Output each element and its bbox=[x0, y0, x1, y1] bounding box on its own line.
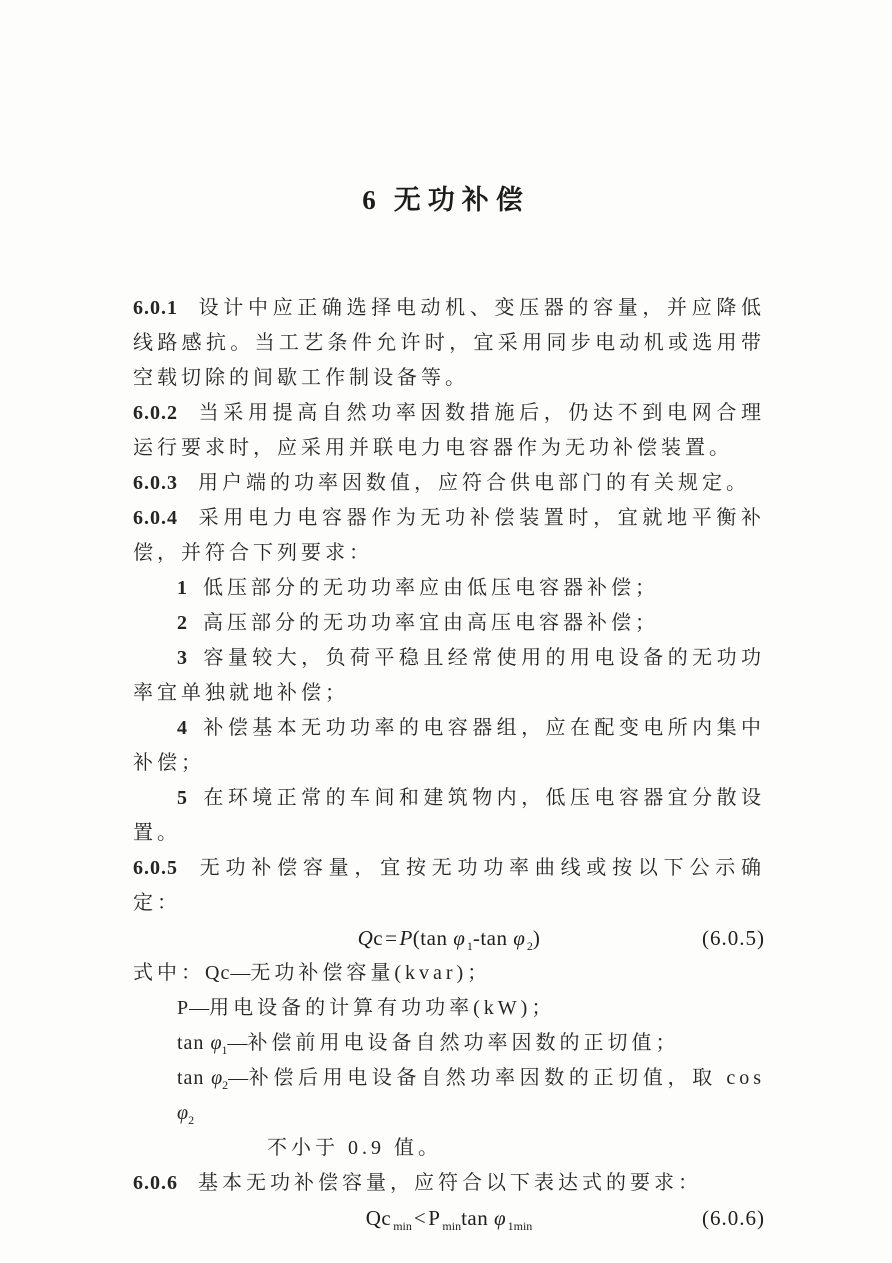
em-dash: — bbox=[228, 1067, 249, 1089]
item-number: 3 bbox=[177, 647, 187, 669]
where-definition-tan-phi1 bbox=[133, 1026, 765, 1061]
clause-text: 用户端的功率因数值，应符合供电部门的有关规定。 bbox=[198, 472, 750, 494]
phi-symbol: φ bbox=[210, 1032, 222, 1054]
phi-symbol: φ bbox=[177, 1102, 189, 1124]
clause-6-0-3 bbox=[133, 466, 765, 501]
list-item-2 bbox=[133, 606, 765, 641]
where-definition-p bbox=[133, 991, 765, 1026]
item-text: 补偿基本无功功率的电容器组，应在配变电所内集中补偿； bbox=[133, 717, 765, 774]
formula-text: ) bbox=[532, 926, 541, 950]
term-description: 补偿前用电设备自然功率因数的正切值； bbox=[247, 1032, 680, 1054]
item-text: 容量较大，负荷平稳且经常使用的用电设备的无功功率宜单独就地补偿； bbox=[133, 647, 765, 704]
formula-6-0-6 bbox=[133, 1201, 765, 1236]
phi-symbol: φ bbox=[211, 1067, 223, 1089]
equals-sign: = bbox=[385, 926, 398, 950]
subscript: 1 bbox=[466, 939, 473, 953]
clause-text: 基本无功补偿容量，应符合以下表达式的要求： bbox=[198, 1172, 702, 1194]
term-tan-phi1: tan bbox=[177, 1032, 211, 1054]
em-dash: — bbox=[227, 1032, 248, 1054]
equation-number: (6.0.6) bbox=[702, 1206, 765, 1230]
clause-number: 6.0.6 bbox=[133, 1172, 178, 1194]
term-description: 补偿后用电设备自然功率因数的正切值，取 cos bbox=[248, 1067, 765, 1089]
subscript: 2 bbox=[188, 1113, 195, 1127]
clause-number: 6.0.2 bbox=[133, 402, 178, 424]
list-item-5 bbox=[133, 781, 765, 851]
subscript: 1 bbox=[221, 1043, 228, 1057]
clause-number: 6.0.4 bbox=[133, 507, 178, 529]
item-number: 1 bbox=[177, 577, 187, 599]
formula-6-0-5 bbox=[133, 921, 765, 956]
document-body bbox=[133, 291, 765, 1236]
term-description: 不小于 0.9 值。 bbox=[267, 1137, 442, 1159]
subscript: min bbox=[442, 1219, 462, 1233]
list-item-4 bbox=[133, 711, 765, 781]
item-number: 5 bbox=[177, 787, 187, 809]
formula-symbol: Q bbox=[357, 926, 374, 950]
chapter-name: 无功补偿 bbox=[393, 185, 530, 215]
subscript: 1min bbox=[507, 1219, 533, 1233]
equation-number: (6.0.5) bbox=[702, 926, 765, 950]
clause-6-0-4 bbox=[133, 501, 765, 571]
item-text: 高压部分的无功功率宜由高压电容器补偿； bbox=[203, 612, 659, 634]
term-qc: Qc bbox=[205, 962, 231, 984]
formula-symbol: P bbox=[428, 1206, 441, 1230]
formula-symbol: c bbox=[373, 926, 384, 950]
where-label: 式中： bbox=[133, 962, 205, 984]
where-definition-tan-phi2-continued bbox=[133, 1131, 765, 1166]
subscript: 2 bbox=[526, 939, 533, 953]
formula-symbol: P bbox=[399, 926, 413, 950]
em-dash: — bbox=[230, 962, 251, 984]
clause-text: 无功补偿容量，宜按无功功率曲线或按以下公示确定： bbox=[133, 857, 765, 914]
phi-symbol: φ bbox=[493, 1206, 506, 1230]
clause-text: 当采用提高自然功率因数措施后，仍达不到电网合理运行要求时，应采用并联电力电容器作为无功补偿装置。 bbox=[133, 402, 765, 459]
clause-6-0-1 bbox=[133, 291, 765, 396]
where-definition-tan-phi2 bbox=[133, 1061, 765, 1131]
item-text: 低压部分的无功功率应由低压电容器补偿； bbox=[203, 577, 659, 599]
term-description: 用电设备的计算有功功率(kW)； bbox=[209, 997, 556, 1019]
list-item-1 bbox=[133, 571, 765, 606]
where-definition-qc bbox=[133, 956, 765, 991]
phi-symbol: φ bbox=[513, 926, 525, 950]
clause-number: 6.0.1 bbox=[133, 297, 178, 319]
formula-symbol: Qc bbox=[365, 1206, 392, 1230]
formula-text: (tan bbox=[412, 926, 454, 950]
em-dash: — bbox=[189, 997, 210, 1019]
item-number: 2 bbox=[177, 612, 187, 634]
phi-symbol: φ bbox=[453, 926, 465, 950]
term-tan-phi2: tan bbox=[177, 1067, 212, 1089]
subscript: 2 bbox=[222, 1078, 229, 1092]
clause-6-0-6 bbox=[133, 1166, 765, 1201]
equation-6-0-5 bbox=[357, 926, 541, 953]
formula-text: tan bbox=[461, 1206, 494, 1230]
clause-6-0-2 bbox=[133, 396, 765, 466]
clause-number: 6.0.3 bbox=[133, 472, 178, 494]
clause-6-0-5 bbox=[133, 851, 765, 921]
formula-text: -tan bbox=[472, 926, 514, 950]
subscript: min bbox=[393, 1219, 412, 1233]
clause-number: 6.0.5 bbox=[133, 857, 178, 879]
item-number: 4 bbox=[177, 717, 187, 739]
less-than-sign: < bbox=[413, 1206, 427, 1230]
term-p: P bbox=[177, 997, 190, 1019]
list-item-3 bbox=[133, 641, 765, 711]
term-description: 无功补偿容量(kvar)； bbox=[250, 962, 492, 984]
clause-text: 采用电力电容器作为无功补偿装置时，宜就地平衡补偿，并符合下列要求： bbox=[133, 507, 765, 564]
chapter-title bbox=[0, 178, 892, 217]
chapter-number: 6 bbox=[362, 185, 376, 215]
item-text: 在环境正常的车间和建筑物内，低压电容器宜分散设置。 bbox=[133, 787, 765, 844]
equation-6-0-6 bbox=[365, 1206, 533, 1233]
clause-text: 设计中应正确选择电动机、变压器的容量，并应降低线路感抗。当工艺条件允许时，宜采用同步电动机或选用带空载切除的间歇工作制设备等。 bbox=[133, 297, 765, 389]
